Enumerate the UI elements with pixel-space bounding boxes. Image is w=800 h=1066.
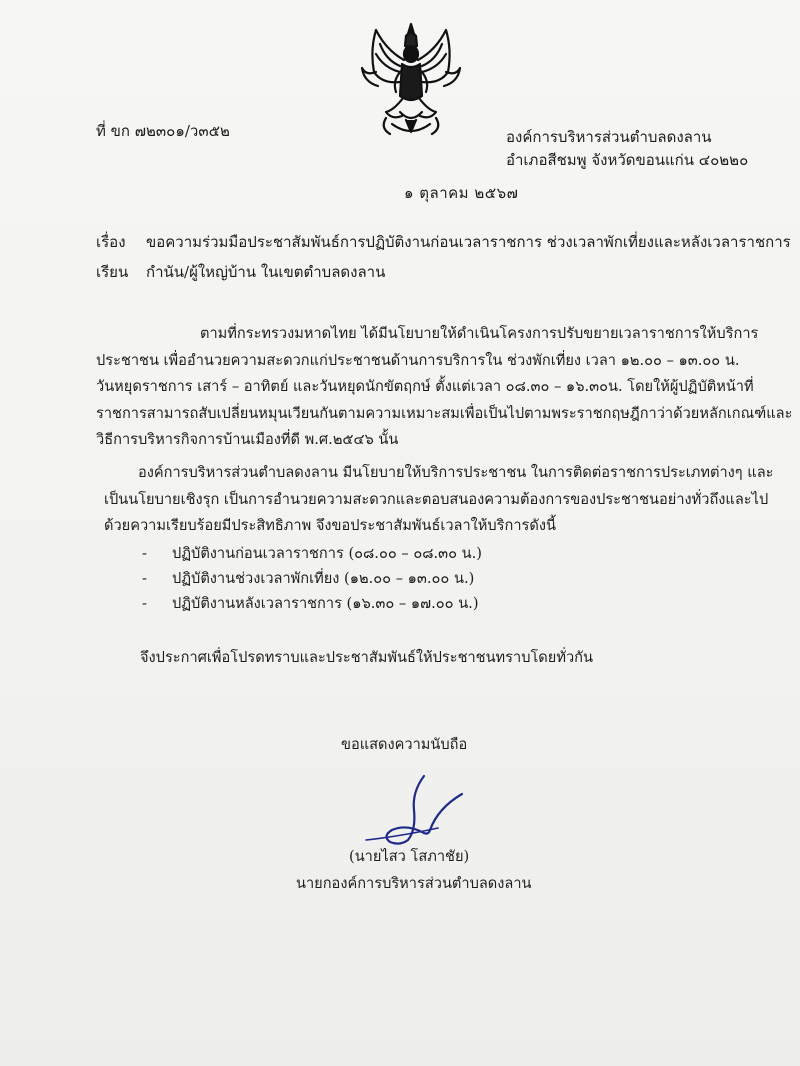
service-hours-list [142, 541, 482, 616]
paragraph-line: ราชการสามารถสับเปลี่ยนหมุนเวียนกันตามความเหมาะสมเพื่อเป็นไปตามพระราชกฤษฎีกาว่าด้วยหลักเกณฑ์และ [96, 404, 793, 422]
list-bullet: - [142, 545, 147, 562]
list-item-text: ปฏิบัติงานช่วงเวลาพักเที่ยง (๑๒.๐๐ – ๑๓.๐๐ น.) [172, 570, 475, 587]
subject-label: เรื่อง [96, 233, 126, 251]
recipient-label: เรียน [96, 263, 129, 281]
list-item-text: ปฏิบัติงานก่อนเวลาราชการ (๐๘.๐๐ – ๐๘.๓๐ น.) [172, 545, 482, 562]
closing-statement: จึงประกาศเพื่อโปรดทราบและประชาสัมพันธ์ให้ประชาชนทราบโดยทั่วกัน [140, 649, 593, 666]
list-item [142, 541, 482, 566]
handwritten-signature-icon [362, 770, 470, 848]
list-bullet: - [142, 595, 147, 612]
garuda-emblem-icon [356, 20, 466, 142]
paragraph-line: ด้วยความเรียบร้อยมีประสิทธิภาพ จึงขอประชาสัมพันธ์เวลาให้บริการดังนี้ [104, 517, 556, 534]
paragraph-line: ประชาชน เพื่ออำนวยความสะดวกแก่ประชาชนด้านการบริการใน ช่วงพักเที่ยง เวลา ๑๒.๐๐ – ๑๓.๐๐ น. [96, 351, 740, 369]
list-item [142, 566, 482, 591]
recipient-text: กำนัน/ผู้ใหญ่บ้าน ในเขตตำบลดงลาน [146, 263, 386, 281]
signer-name: (นายไสว โสภาชัย) [349, 848, 470, 865]
body-paragraph-1 [96, 321, 796, 454]
list-bullet: - [142, 570, 147, 587]
organization-address: อำเภอสีชมพู จังหวัดขอนแก่น ๔๐๒๒๐ [506, 151, 749, 169]
regards-text: ขอแสดงความนับถือ [341, 736, 468, 753]
signer-position: นายกองค์การบริหารส่วนตำบลดงลาน [296, 875, 532, 892]
list-item-text: ปฏิบัติงานหลังเวลาราชการ (๑๖.๓๐ – ๑๗.๐๐ น.) [172, 595, 479, 612]
organization-name: องค์การบริหารส่วนตำบลดงลาน [506, 128, 712, 146]
subject-text: ขอความร่วมมือประชาสัมพันธ์การปฏิบัติงานก่อนเวลาราชการ ช่วงเวลาพักเที่ยงและหลังเวลาราชการ [146, 233, 791, 251]
document-number: ที่ ขก ๗๒๓๐๑/ว๓๕๒ [96, 122, 230, 140]
paragraph-line: วันหยุดราชการ เสาร์ – อาทิตย์ และวันหยุดนักขัตฤกษ์ ตั้งแต่เวลา ๐๘.๓๐ – ๑๖.๓๐น. โดยให้ผู้ปฏิบัติหน้าที่ [96, 378, 754, 395]
list-item [142, 591, 482, 616]
body-paragraph-2 [104, 460, 794, 540]
document-date: ๑ ตุลาคม ๒๕๖๗ [404, 184, 519, 202]
paragraph-line: วิธีการบริหารกิจการบ้านเมืองที่ดี พ.ศ.๒๕๔๖ นั้น [96, 431, 399, 448]
paragraph-line: เป็นนโยบายเชิงรุก เป็นการอำนวยความสะดวกและตอบสนองความต้องการของประชาชนอย่างทั่วถึงและไป [104, 490, 769, 508]
paragraph-line: ตามที่กระทรวงมหาดไทย ได้มีนโยบายให้ดำเนินโครงการปรับขยายเวลาราชการให้บริการ [200, 325, 759, 342]
paragraph-line: องค์การบริหารส่วนตำบลดงลาน มีนโยบายให้บริการประชาชน ในการติดต่อราชการประเภทต่างๆ และ [138, 464, 774, 481]
